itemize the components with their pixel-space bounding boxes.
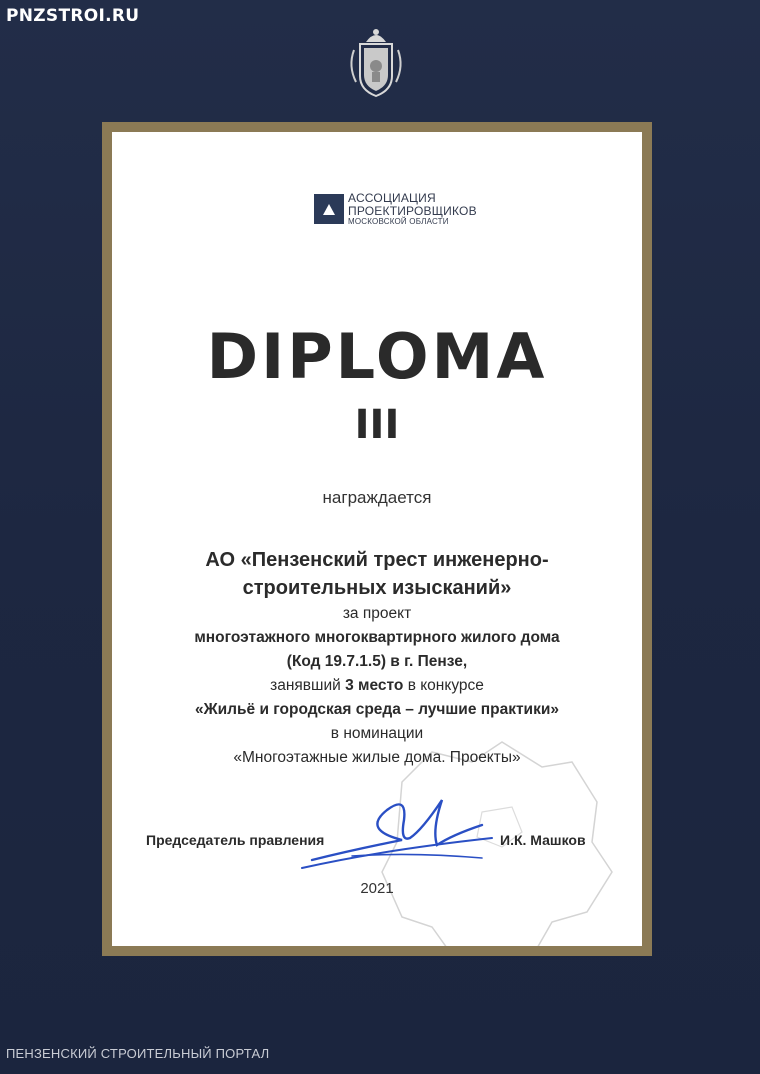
association-line-3: МОСКОВСКОЙ ОБЛАСТИ — [348, 217, 449, 227]
nomination-label: в номинации — [330, 725, 424, 742]
diploma-title: DIPLOMA — [206, 320, 548, 393]
organization-line-2: строительных изысканий» — [242, 577, 512, 599]
place-line — [112, 674, 642, 698]
for-project-label: за проект — [342, 605, 412, 622]
place-value: 3 место — [345, 677, 404, 694]
site-watermark: PNZSTROI.RU — [6, 6, 140, 26]
nomination-name: «Многоэтажные жилые дома. Проекты» — [233, 749, 521, 766]
diploma-year: 2021 — [360, 880, 394, 897]
signer-title: Председатель правления — [146, 832, 325, 848]
gold-frame — [102, 122, 652, 956]
portal-watermark: ПЕНЗЕНСКИЙ СТРОИТЕЛЬНЫЙ ПОРТАЛ — [6, 1046, 270, 1061]
signer-name: И.К. Машков — [500, 832, 586, 848]
association-logo-icon — [314, 194, 344, 224]
diploma-paper — [112, 132, 642, 946]
project-line-1: многоэтажного многоквартирного жилого дома — [194, 629, 560, 646]
place-suffix: в конкурсе — [407, 677, 484, 694]
organization-line-1: АО «Пензенский трест инженерно- — [205, 549, 549, 571]
awarded-label: награждается — [322, 488, 432, 507]
association-line-2: ПРОЕКТИРОВЩИКОВ — [348, 203, 477, 218]
coat-of-arms-icon — [346, 26, 406, 100]
signature-icon — [292, 780, 512, 880]
association-line-1: АССОЦИАЦИЯ — [348, 191, 436, 205]
association-name — [348, 192, 477, 227]
award-text — [112, 546, 642, 770]
project-line-2: (Код 19.7.1.5) в г. Пензе, — [286, 653, 468, 670]
contest-name: «Жильё и городская среда – лучшие практики» — [194, 701, 559, 718]
place-prefix: занявший — [270, 677, 341, 694]
diploma-rank: III — [354, 402, 400, 448]
